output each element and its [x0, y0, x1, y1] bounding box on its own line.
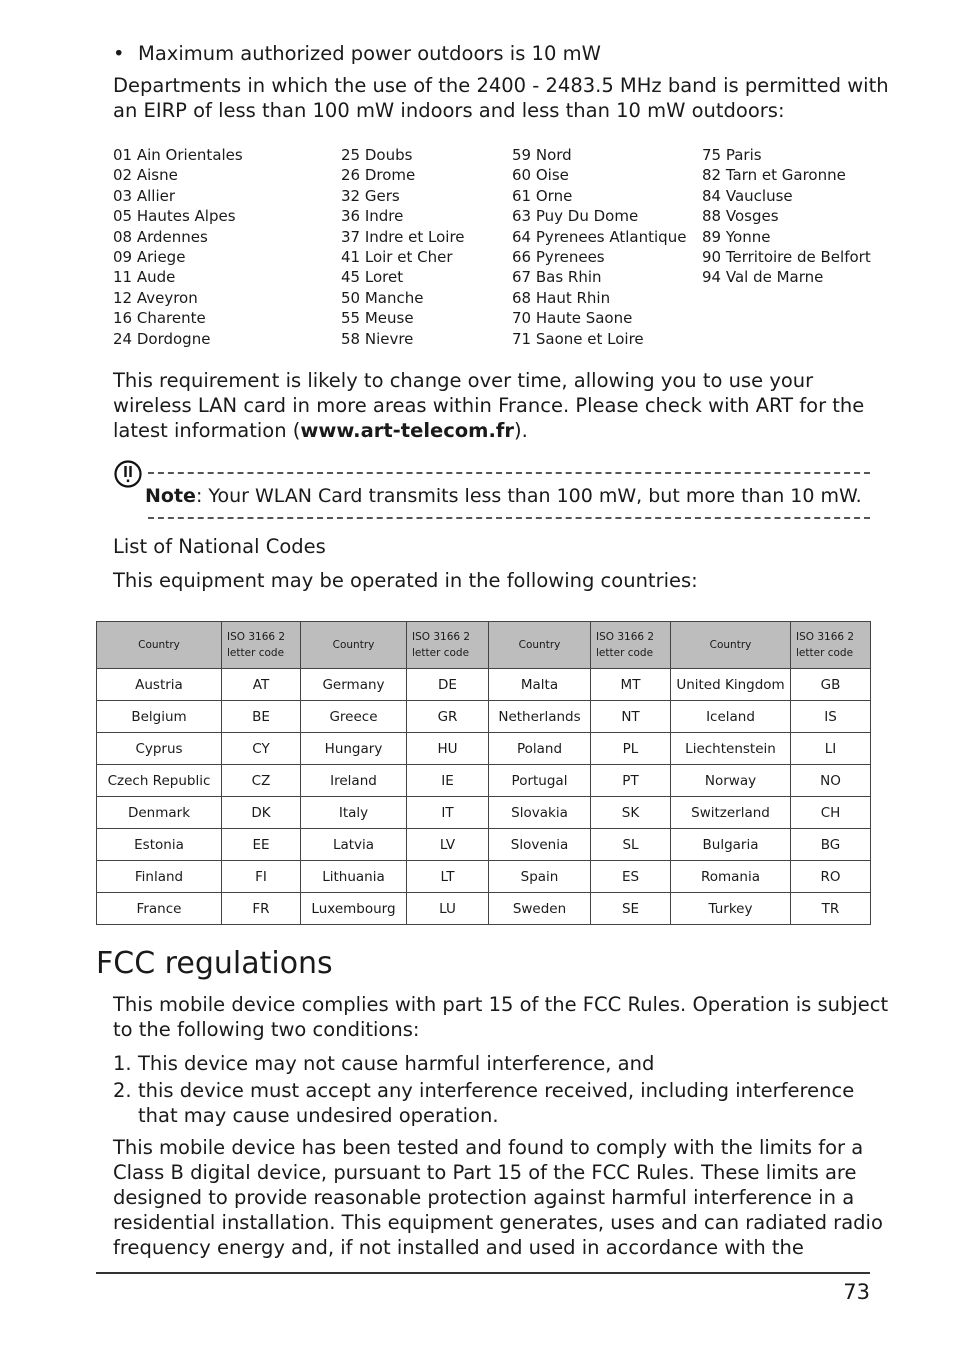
table-row	[97, 701, 871, 733]
iso-code-cell: NT	[591, 701, 671, 733]
department-item: 94 Val de Marne	[702, 268, 824, 287]
department-item: 03 Allier	[113, 186, 176, 205]
country-cell: Malta	[489, 669, 591, 701]
country-cell: Lithuania	[301, 861, 407, 893]
table-row	[97, 669, 871, 701]
country-cell: Liechtenstein	[671, 733, 791, 765]
note-divider-bottom	[148, 517, 870, 519]
list-text: this device must accept any interference received, including interference that may cause undesired operation.	[138, 1079, 855, 1127]
iso-code-cell: DK	[222, 797, 301, 829]
department-item: 16 Charente	[113, 309, 206, 328]
department-item: 50 Manche	[341, 288, 424, 307]
country-cell: Hungary	[301, 733, 407, 765]
iso-code-cell: BE	[222, 701, 301, 733]
country-cell: Slovenia	[489, 829, 591, 861]
department-column-2	[341, 145, 465, 349]
iso-code-cell: HU	[407, 733, 489, 765]
column-header: Country	[97, 622, 222, 669]
iso-code-cell: MT	[591, 669, 671, 701]
table-header-row	[97, 622, 871, 669]
department-column-1	[113, 145, 243, 349]
iso-code-cell: PT	[591, 765, 671, 797]
column-header: ISO 3166 2 letter code	[791, 622, 871, 669]
list-number: 2.	[113, 1079, 132, 1102]
iso-code-cell: CY	[222, 733, 301, 765]
list-text: This device may not cause harmful interference, and	[138, 1052, 655, 1075]
fcc-paragraph-2: This mobile device has been tested and found to comply with the limits for a Class B digital device, pursuant to Part 15 of the FCC Rules. These limits are designed to provide reasonable protection against harmful interference in a residential installation. This equipment generates, uses and can radiated radio frequency energy and, if not installed and used in accordance with the	[113, 1136, 883, 1259]
department-item: 45 Loret	[341, 268, 404, 287]
department-item: 32 Gers	[341, 186, 400, 205]
table-row	[97, 861, 871, 893]
country-cell: Czech Republic	[97, 765, 222, 797]
department-column-3	[512, 145, 686, 349]
country-cell: Slovakia	[489, 797, 591, 829]
table-row	[97, 829, 871, 861]
department-item: 82 Tarn et Garonne	[702, 166, 846, 185]
note-label: Note	[145, 485, 196, 507]
table-row	[97, 893, 871, 925]
iso-code-cell: LV	[407, 829, 489, 861]
departments-intro: Departments in which the use of the 2400 - 2483.5 MHz band is permitted with an EIRP of less than 100 mW indoors and less than 10 mW outdoors:	[113, 74, 889, 122]
art-telecom-link[interactable]: www.art-telecom.fr	[300, 419, 515, 442]
department-item: 67 Bas Rhin	[512, 268, 602, 287]
column-header: Country	[671, 622, 791, 669]
department-item: 01 Ain Orientales	[113, 146, 243, 164]
column-header: Country	[301, 622, 407, 669]
country-cell: Italy	[301, 797, 407, 829]
department-column-4	[702, 145, 871, 288]
iso-code-cell: RO	[791, 861, 871, 893]
iso-code-cell: DE	[407, 669, 489, 701]
requirement-paragraph	[113, 368, 893, 443]
bullet-icon: •	[113, 42, 125, 65]
page-number: 73	[843, 1280, 870, 1304]
department-item: 09 Ariege	[113, 248, 186, 267]
country-cell: Austria	[97, 669, 222, 701]
national-codes-table	[96, 621, 871, 925]
department-item: 37 Indre et Loire	[341, 227, 465, 246]
column-header: ISO 3166 2 letter code	[222, 622, 301, 669]
iso-code-cell: IT	[407, 797, 489, 829]
warning-icon	[113, 459, 143, 489]
country-cell: Norway	[671, 765, 791, 797]
department-item: 11 Aude	[113, 268, 176, 287]
department-item: 41 Loir et Cher	[341, 248, 453, 267]
department-item: 90 Territoire de Belfort	[702, 248, 871, 267]
column-header: ISO 3166 2 letter code	[591, 622, 671, 669]
iso-code-cell: TR	[791, 893, 871, 925]
iso-code-cell: GR	[407, 701, 489, 733]
country-cell: Latvia	[301, 829, 407, 861]
country-cell: Romania	[671, 861, 791, 893]
country-cell: Netherlands	[489, 701, 591, 733]
department-item: 58 Nievre	[341, 329, 414, 348]
country-cell: Spain	[489, 861, 591, 893]
country-cell: United Kingdom	[671, 669, 791, 701]
note-divider-top	[148, 472, 870, 474]
country-cell: Poland	[489, 733, 591, 765]
department-item: 02 Aisne	[113, 166, 178, 185]
iso-code-cell: LT	[407, 861, 489, 893]
department-item: 61 Orne	[512, 186, 573, 205]
iso-code-cell: BG	[791, 829, 871, 861]
section-heading: FCC regulations	[96, 946, 333, 981]
country-cell: Luxembourg	[301, 893, 407, 925]
department-item: 25 Doubs	[341, 146, 413, 164]
department-item: 55 Meuse	[341, 309, 414, 328]
column-header: ISO 3166 2 letter code	[407, 622, 489, 669]
country-cell: Germany	[301, 669, 407, 701]
iso-code-cell: LI	[791, 733, 871, 765]
iso-code-cell: EE	[222, 829, 301, 861]
country-cell: Sweden	[489, 893, 591, 925]
column-header: Country	[489, 622, 591, 669]
department-item: 60 Oise	[512, 166, 569, 185]
department-item: 89 Yonne	[702, 227, 771, 246]
iso-code-cell: NO	[791, 765, 871, 797]
note-callout	[145, 484, 862, 509]
department-item: 84 Vaucluse	[702, 186, 793, 205]
iso-code-cell: ES	[591, 861, 671, 893]
fcc-paragraph-1: This mobile device complies with part 15 of the FCC Rules. Operation is subject to the following two conditions:	[113, 993, 889, 1041]
iso-code-cell: CZ	[222, 765, 301, 797]
country-cell: Ireland	[301, 765, 407, 797]
department-item: 36 Indre	[341, 207, 404, 226]
department-item: 70 Haute Saone	[512, 309, 633, 328]
department-item: 05 Hautes Alpes	[113, 207, 236, 226]
department-item: 26 Drome	[341, 166, 416, 185]
department-item: 71 Saone et Loire	[512, 329, 644, 348]
department-item: 75 Paris	[702, 146, 762, 164]
department-item: 24 Dordogne	[113, 329, 211, 348]
iso-code-cell: FR	[222, 893, 301, 925]
iso-code-cell: LU	[407, 893, 489, 925]
iso-code-cell: PL	[591, 733, 671, 765]
iso-code-cell: IS	[791, 701, 871, 733]
table-body	[97, 669, 871, 925]
department-item: 12 Aveyron	[113, 288, 198, 307]
requirement-text-end: ).	[514, 419, 528, 442]
iso-code-cell: IE	[407, 765, 489, 797]
department-item: 63 Puy Du Dome	[512, 207, 639, 226]
footer-rule	[96, 1272, 870, 1274]
department-item: 66 Pyrenees	[512, 248, 605, 267]
iso-code-cell: GB	[791, 669, 871, 701]
national-codes-intro: This equipment may be operated in the following countries:	[113, 569, 698, 592]
country-cell: Denmark	[97, 797, 222, 829]
country-cell: France	[97, 893, 222, 925]
bullet-text: Maximum authorized power outdoors is 10 mW	[138, 42, 601, 65]
country-cell: Turkey	[671, 893, 791, 925]
country-cell: Bulgaria	[671, 829, 791, 861]
table-row	[97, 797, 871, 829]
country-cell: Estonia	[97, 829, 222, 861]
country-cell: Finland	[97, 861, 222, 893]
iso-code-cell: AT	[222, 669, 301, 701]
iso-code-cell: CH	[791, 797, 871, 829]
requirement-text: This requirement is likely to change over time, allowing you to use your wireless LAN card in more areas within France. Please check with ART for the latest information (	[113, 369, 865, 442]
iso-code-cell: FI	[222, 861, 301, 893]
national-codes-heading: List of National Codes	[113, 535, 326, 558]
department-item: 08 Ardennes	[113, 227, 208, 246]
table-row	[97, 765, 871, 797]
country-cell: Greece	[301, 701, 407, 733]
iso-code-cell: SK	[591, 797, 671, 829]
country-cell: Belgium	[97, 701, 222, 733]
country-cell: Iceland	[671, 701, 791, 733]
table-row	[97, 733, 871, 765]
department-item: 64 Pyrenees Atlantique	[512, 227, 687, 246]
note-text: : Your WLAN Card transmits less than 100 mW, but more than 10 mW.	[195, 485, 862, 507]
list-item	[113, 1078, 893, 1128]
department-item: 59 Nord	[512, 146, 572, 164]
country-cell: Portugal	[489, 765, 591, 797]
iso-code-cell: SL	[591, 829, 671, 861]
department-item: 68 Haut Rhin	[512, 288, 611, 307]
department-item: 88 Vosges	[702, 207, 779, 226]
iso-code-cell: SE	[591, 893, 671, 925]
bullet-item	[113, 41, 601, 66]
country-cell: Cyprus	[97, 733, 222, 765]
list-number: 1.	[113, 1052, 132, 1075]
list-item	[113, 1051, 893, 1076]
country-cell: Switzerland	[671, 797, 791, 829]
